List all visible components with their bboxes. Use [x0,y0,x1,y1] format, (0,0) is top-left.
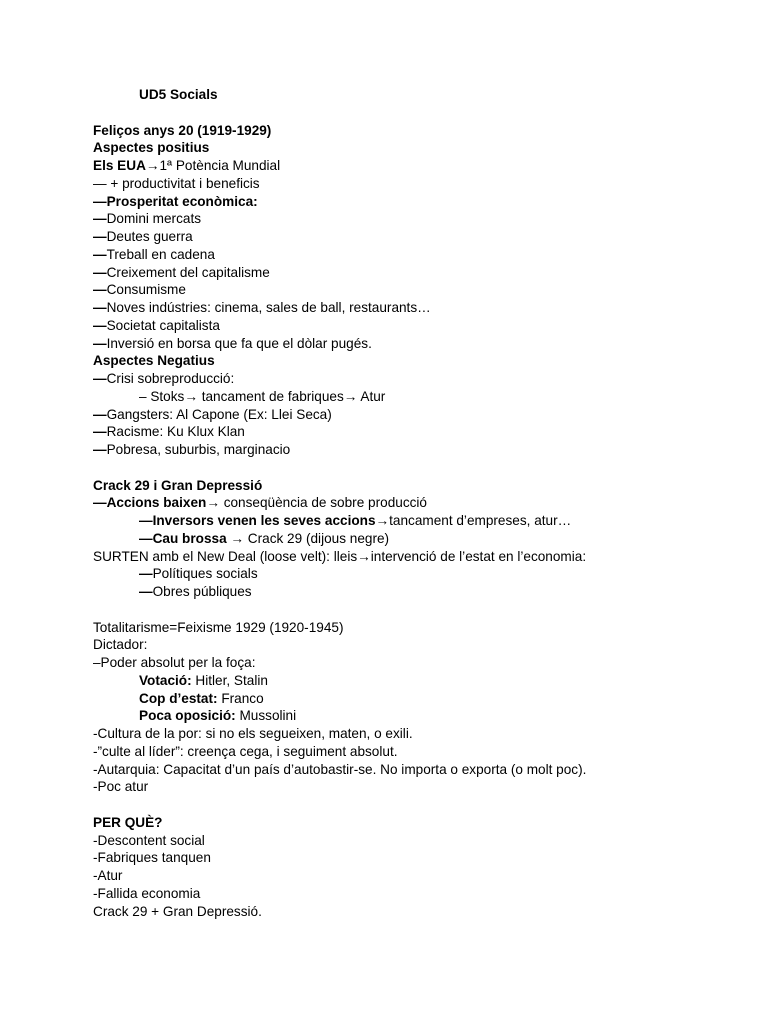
eua-rest: →1ª Potència Mundial [145,158,281,173]
cau-line: —Cau brossa → Crack 29 (dijous negre) [139,530,390,546]
list-item: -Cultura de la por: si no els segueixen, maten, o exili. [93,726,413,741]
list-item: —Treball en cadena [93,246,215,262]
document-title: UD5 Socials [139,87,218,102]
poder-line: –Poder absolut per la foça: [93,655,256,670]
list-item: -Fallida economia [93,885,201,901]
section-heading-perque: PER QUÈ? [93,814,163,830]
productivitat-line: — + productivitat i beneficis [93,175,260,191]
list-item: -Autarquia: Capacitat d’un país d’autobastir-se. No importa o exporta (o molt poc). [93,761,587,777]
document-page [93,86,733,920]
list-item: —Societat capitalista [93,317,220,333]
votacio-line: Votació: Hitler, Stalin [139,672,268,688]
list-item: —Crisi sobreproducció: [93,371,235,386]
section-heading-feliços: Feliços anys 20 (1919-1929) [93,122,272,138]
section-heading-crack: Crack 29 i Gran Depressió [93,477,263,493]
dictador-line: Dictador: [93,637,148,653]
list-item: —Deutes guerra [93,229,193,244]
list-item: —Polítiques socials [139,566,258,582]
list-item: —Noves indústries: cinema, sales de ball, restaurants… [93,300,431,315]
stoks-line: – Stoks→ tancament de fabriques→ Atur [139,388,386,404]
list-item: —Consumisme [93,282,186,298]
list-item: -Descontent social [93,832,205,848]
list-item: —Racisme: Ku Klux Klan [93,424,245,440]
prosperitat-line: —Prosperitat econòmica: [93,193,258,209]
list-item: Crack 29 + Gran Depressió. [93,903,262,919]
list-item: -Poc atur [93,779,149,795]
totalitarisme-line: Totalitarisme=Feixisme 1929 (1920-1945) [93,619,344,635]
list-item: -”culte al líder”: creença cega, i seguiment absolut. [93,743,398,759]
cop-line: Cop d’estat: Franco [139,690,264,706]
list-item: -Fabriques tanquen [93,850,211,866]
list-item: —Gangsters: Al Capone (Ex: Llei Seca) [93,406,332,422]
list-item: -Atur [93,868,123,883]
list-item: —Pobresa, suburbis, marginacio [93,442,291,457]
accions-line: —Accions baixen→ conseqüència de sobre producció [93,495,427,511]
list-item: —Obres públiques [139,584,252,599]
list-item: —Domini mercats [93,211,202,227]
subheading-positius: Aspectes positius [93,140,210,156]
subheading-negatius: Aspectes Negatius [93,353,215,369]
list-item: —Inversió en borsa que fa que el dòlar pugés. [93,335,372,351]
poca-line: Poca oposició: Mussolini [139,708,297,724]
eua-line [93,157,733,175]
inversors-line: —Inversors venen les seves accions→tancament d’empreses, atur… [139,513,572,528]
eua-bold: Els EUA [93,158,146,173]
list-item: —Creixement del capitalisme [93,264,270,280]
surten-line: SURTEN amb el New Deal (loose velt): lleis→intervenció de l’estat en l’economia: [93,548,587,564]
